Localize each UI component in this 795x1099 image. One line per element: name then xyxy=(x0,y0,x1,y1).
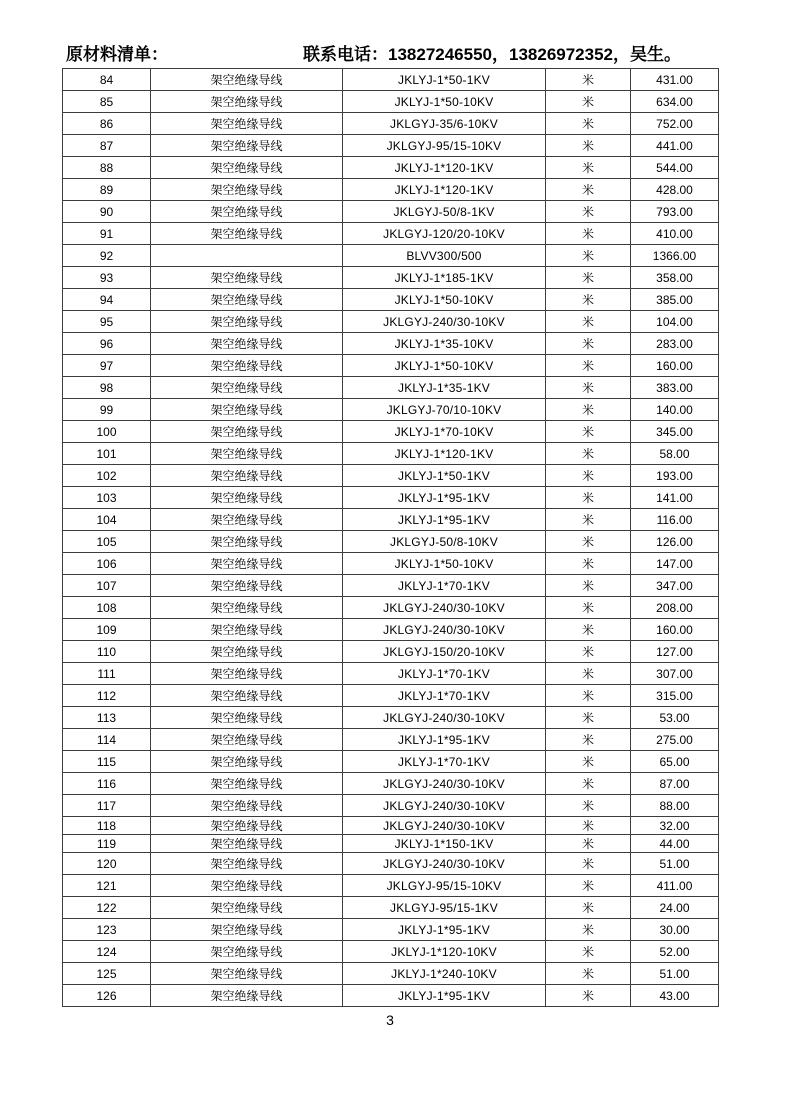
unit-cell: 米 xyxy=(546,685,631,707)
unit-cell: 米 xyxy=(546,333,631,355)
unit-cell: 米 xyxy=(546,245,631,267)
quantity-cell: 160.00 xyxy=(631,619,719,641)
row-number-cell: 114 xyxy=(63,729,151,751)
row-number-cell: 125 xyxy=(63,963,151,985)
material-name-cell: 架空绝缘导线 xyxy=(151,817,343,835)
material-name-cell: 架空绝缘导线 xyxy=(151,355,343,377)
row-number-cell: 100 xyxy=(63,421,151,443)
spec-cell: JKLGYJ-95/15-10KV xyxy=(343,875,546,897)
unit-cell: 米 xyxy=(546,663,631,685)
spec-cell: JKLYJ-1*50-10KV xyxy=(343,289,546,311)
quantity-cell: 87.00 xyxy=(631,773,719,795)
spec-cell: JKLYJ-1*120-1KV xyxy=(343,179,546,201)
spec-cell: JKLGYJ-95/15-10KV xyxy=(343,135,546,157)
spec-cell: JKLGYJ-70/10-10KV xyxy=(343,399,546,421)
quantity-cell: 52.00 xyxy=(631,941,719,963)
unit-cell: 米 xyxy=(546,399,631,421)
material-name-cell: 架空绝缘导线 xyxy=(151,941,343,963)
material-name-cell: 架空绝缘导线 xyxy=(151,223,343,245)
spec-cell: JKLYJ-1*70-1KV xyxy=(343,751,546,773)
table-row xyxy=(63,707,719,729)
row-number-cell: 94 xyxy=(63,289,151,311)
material-name-cell: 架空绝缘导线 xyxy=(151,835,343,853)
table-row xyxy=(63,399,719,421)
table-row xyxy=(63,597,719,619)
spec-cell: JKLGYJ-240/30-10KV xyxy=(343,853,546,875)
unit-cell: 米 xyxy=(546,421,631,443)
table-row xyxy=(63,751,719,773)
table-row xyxy=(63,729,719,751)
table-row xyxy=(63,113,719,135)
material-name-cell: 架空绝缘导线 xyxy=(151,289,343,311)
unit-cell: 米 xyxy=(546,619,631,641)
materials-table-body xyxy=(63,69,719,1007)
row-number-cell: 104 xyxy=(63,509,151,531)
material-name-cell: 架空绝缘导线 xyxy=(151,685,343,707)
row-number-cell: 95 xyxy=(63,311,151,333)
table-row xyxy=(63,985,719,1007)
material-name-cell: 架空绝缘导线 xyxy=(151,135,343,157)
spec-cell: JKLYJ-1*185-1KV xyxy=(343,267,546,289)
spec-cell: JKLYJ-1*70-1KV xyxy=(343,663,546,685)
material-name-cell: 架空绝缘导线 xyxy=(151,795,343,817)
spec-cell: JKLGYJ-240/30-10KV xyxy=(343,795,546,817)
material-name-cell xyxy=(151,245,343,267)
spec-cell: JKLYJ-1*95-1KV xyxy=(343,985,546,1007)
row-number-cell: 110 xyxy=(63,641,151,663)
row-number-cell: 89 xyxy=(63,179,151,201)
spec-cell: JKLGYJ-50/8-1KV xyxy=(343,201,546,223)
quantity-cell: 88.00 xyxy=(631,795,719,817)
unit-cell: 米 xyxy=(546,707,631,729)
row-number-cell: 123 xyxy=(63,919,151,941)
quantity-cell: 104.00 xyxy=(631,311,719,333)
spec-cell: JKLGYJ-35/6-10KV xyxy=(343,113,546,135)
row-number-cell: 103 xyxy=(63,487,151,509)
row-number-cell: 117 xyxy=(63,795,151,817)
quantity-cell: 410.00 xyxy=(631,223,719,245)
table-row xyxy=(63,333,719,355)
quantity-cell: 126.00 xyxy=(631,531,719,553)
spec-cell: JKLYJ-1*95-1KV xyxy=(343,487,546,509)
table-row xyxy=(63,487,719,509)
spec-cell: JKLYJ-1*50-10KV xyxy=(343,553,546,575)
row-number-cell: 84 xyxy=(63,69,151,91)
row-number-cell: 102 xyxy=(63,465,151,487)
spec-cell: JKLYJ-1*50-1KV xyxy=(343,69,546,91)
table-row xyxy=(63,685,719,707)
spec-cell: JKLYJ-1*120-1KV xyxy=(343,157,546,179)
quantity-cell: 358.00 xyxy=(631,267,719,289)
table-row xyxy=(63,465,719,487)
quantity-cell: 385.00 xyxy=(631,289,719,311)
spec-cell: JKLYJ-1*70-1KV xyxy=(343,685,546,707)
quantity-cell: 411.00 xyxy=(631,875,719,897)
row-number-cell: 91 xyxy=(63,223,151,245)
row-number-cell: 86 xyxy=(63,113,151,135)
spec-cell: JKLGYJ-150/20-10KV xyxy=(343,641,546,663)
quantity-cell: 793.00 xyxy=(631,201,719,223)
unit-cell: 米 xyxy=(546,91,631,113)
quantity-cell: 752.00 xyxy=(631,113,719,135)
unit-cell: 米 xyxy=(546,919,631,941)
unit-cell: 米 xyxy=(546,751,631,773)
table-row xyxy=(63,853,719,875)
quantity-cell: 127.00 xyxy=(631,641,719,663)
material-name-cell: 架空绝缘导线 xyxy=(151,443,343,465)
row-number-cell: 105 xyxy=(63,531,151,553)
unit-cell: 米 xyxy=(546,597,631,619)
table-row xyxy=(63,201,719,223)
quantity-cell: 275.00 xyxy=(631,729,719,751)
material-name-cell: 架空绝缘导线 xyxy=(151,963,343,985)
material-name-cell: 架空绝缘导线 xyxy=(151,333,343,355)
spec-cell: JKLGYJ-95/15-1KV xyxy=(343,897,546,919)
material-name-cell: 架空绝缘导线 xyxy=(151,201,343,223)
material-name-cell: 架空绝缘导线 xyxy=(151,751,343,773)
materials-table xyxy=(62,68,719,1007)
unit-cell: 米 xyxy=(546,795,631,817)
material-name-cell: 架空绝缘导线 xyxy=(151,875,343,897)
table-row xyxy=(63,817,719,835)
material-name-cell: 架空绝缘导线 xyxy=(151,487,343,509)
unit-cell: 米 xyxy=(546,985,631,1007)
spec-cell: JKLYJ-1*35-1KV xyxy=(343,377,546,399)
row-number-cell: 90 xyxy=(63,201,151,223)
row-number-cell: 106 xyxy=(63,553,151,575)
material-name-cell: 架空绝缘导线 xyxy=(151,179,343,201)
row-number-cell: 107 xyxy=(63,575,151,597)
row-number-cell: 99 xyxy=(63,399,151,421)
spec-cell: JKLYJ-1*70-1KV xyxy=(343,575,546,597)
spec-cell: JKLYJ-1*50-10KV xyxy=(343,355,546,377)
spec-cell: JKLGYJ-240/30-10KV xyxy=(343,597,546,619)
quantity-cell: 44.00 xyxy=(631,835,719,853)
spec-cell: JKLYJ-1*150-1KV xyxy=(343,835,546,853)
unit-cell: 米 xyxy=(546,377,631,399)
table-row xyxy=(63,377,719,399)
spec-cell: JKLYJ-1*95-1KV xyxy=(343,729,546,751)
material-name-cell: 架空绝缘导线 xyxy=(151,619,343,641)
unit-cell: 米 xyxy=(546,289,631,311)
row-number-cell: 85 xyxy=(63,91,151,113)
unit-cell: 米 xyxy=(546,201,631,223)
material-name-cell: 架空绝缘导线 xyxy=(151,707,343,729)
table-row xyxy=(63,553,719,575)
row-number-cell: 111 xyxy=(63,663,151,685)
document-title: 原材料清单： xyxy=(66,45,168,64)
table-row xyxy=(63,641,719,663)
unit-cell: 米 xyxy=(546,531,631,553)
page-number: 3 xyxy=(386,1012,394,1028)
row-number-cell: 92 xyxy=(63,245,151,267)
material-name-cell: 架空绝缘导线 xyxy=(151,377,343,399)
unit-cell: 米 xyxy=(546,311,631,333)
spec-cell: JKLGYJ-120/20-10KV xyxy=(343,223,546,245)
quantity-cell: 1366.00 xyxy=(631,245,719,267)
quantity-cell: 315.00 xyxy=(631,685,719,707)
quantity-cell: 345.00 xyxy=(631,421,719,443)
unit-cell: 米 xyxy=(546,897,631,919)
quantity-cell: 307.00 xyxy=(631,663,719,685)
page-header xyxy=(0,40,795,66)
material-name-cell: 架空绝缘导线 xyxy=(151,663,343,685)
spec-cell: JKLYJ-1*120-1KV xyxy=(343,443,546,465)
unit-cell: 米 xyxy=(546,443,631,465)
table-row xyxy=(63,443,719,465)
material-name-cell: 架空绝缘导线 xyxy=(151,897,343,919)
unit-cell: 米 xyxy=(546,729,631,751)
table-row xyxy=(63,941,719,963)
row-number-cell: 97 xyxy=(63,355,151,377)
unit-cell: 米 xyxy=(546,835,631,853)
quantity-cell: 53.00 xyxy=(631,707,719,729)
quantity-cell: 431.00 xyxy=(631,69,719,91)
unit-cell: 米 xyxy=(546,641,631,663)
quantity-cell: 43.00 xyxy=(631,985,719,1007)
table-row xyxy=(63,897,719,919)
spec-cell: JKLYJ-1*240-10KV xyxy=(343,963,546,985)
spec-cell: JKLYJ-1*120-10KV xyxy=(343,941,546,963)
row-number-cell: 118 xyxy=(63,817,151,835)
row-number-cell: 96 xyxy=(63,333,151,355)
quantity-cell: 441.00 xyxy=(631,135,719,157)
row-number-cell: 126 xyxy=(63,985,151,1007)
unit-cell: 米 xyxy=(546,465,631,487)
row-number-cell: 88 xyxy=(63,157,151,179)
quantity-cell: 30.00 xyxy=(631,919,719,941)
material-name-cell: 架空绝缘导线 xyxy=(151,773,343,795)
unit-cell: 米 xyxy=(546,553,631,575)
unit-cell: 米 xyxy=(546,773,631,795)
unit-cell: 米 xyxy=(546,575,631,597)
material-name-cell: 架空绝缘导线 xyxy=(151,575,343,597)
unit-cell: 米 xyxy=(546,487,631,509)
row-number-cell: 122 xyxy=(63,897,151,919)
table-row xyxy=(63,355,719,377)
row-number-cell: 101 xyxy=(63,443,151,465)
row-number-cell: 98 xyxy=(63,377,151,399)
row-number-cell: 119 xyxy=(63,835,151,853)
table-row xyxy=(63,575,719,597)
row-number-cell: 113 xyxy=(63,707,151,729)
material-name-cell: 架空绝缘导线 xyxy=(151,531,343,553)
material-name-cell: 架空绝缘导线 xyxy=(151,641,343,663)
quantity-cell: 193.00 xyxy=(631,465,719,487)
row-number-cell: 87 xyxy=(63,135,151,157)
spec-cell: JKLYJ-1*95-1KV xyxy=(343,919,546,941)
spec-cell: JKLGYJ-240/30-10KV xyxy=(343,707,546,729)
contact-phone-text: 联系电话：13827246550，13826972352，吴生。 xyxy=(303,45,682,64)
table-row xyxy=(63,773,719,795)
material-name-cell: 架空绝缘导线 xyxy=(151,919,343,941)
spec-cell: JKLYJ-1*35-10KV xyxy=(343,333,546,355)
material-name-cell: 架空绝缘导线 xyxy=(151,509,343,531)
row-number-cell: 109 xyxy=(63,619,151,641)
row-number-cell: 108 xyxy=(63,597,151,619)
unit-cell: 米 xyxy=(546,113,631,135)
row-number-cell: 124 xyxy=(63,941,151,963)
table-row xyxy=(63,267,719,289)
row-number-cell: 121 xyxy=(63,875,151,897)
table-row xyxy=(63,531,719,553)
row-number-cell: 93 xyxy=(63,267,151,289)
spec-cell: JKLYJ-1*50-10KV xyxy=(343,91,546,113)
table-row xyxy=(63,619,719,641)
material-name-cell: 架空绝缘导线 xyxy=(151,157,343,179)
table-row xyxy=(63,795,719,817)
unit-cell: 米 xyxy=(546,941,631,963)
table-row xyxy=(63,91,719,113)
quantity-cell: 428.00 xyxy=(631,179,719,201)
table-row xyxy=(63,663,719,685)
unit-cell: 米 xyxy=(546,179,631,201)
material-name-cell: 架空绝缘导线 xyxy=(151,853,343,875)
spec-cell: BLVV300/500 xyxy=(343,245,546,267)
material-name-cell: 架空绝缘导线 xyxy=(151,399,343,421)
table-row xyxy=(63,157,719,179)
unit-cell: 米 xyxy=(546,135,631,157)
table-row xyxy=(63,509,719,531)
table-row xyxy=(63,69,719,91)
quantity-cell: 116.00 xyxy=(631,509,719,531)
table-row xyxy=(63,919,719,941)
quantity-cell: 141.00 xyxy=(631,487,719,509)
row-number-cell: 116 xyxy=(63,773,151,795)
table-row xyxy=(63,289,719,311)
table-row xyxy=(63,135,719,157)
row-number-cell: 120 xyxy=(63,853,151,875)
quantity-cell: 51.00 xyxy=(631,963,719,985)
material-name-cell: 架空绝缘导线 xyxy=(151,311,343,333)
spec-cell: JKLYJ-1*50-1KV xyxy=(343,465,546,487)
material-name-cell: 架空绝缘导线 xyxy=(151,91,343,113)
unit-cell: 米 xyxy=(546,69,631,91)
quantity-cell: 140.00 xyxy=(631,399,719,421)
table-row xyxy=(63,223,719,245)
quantity-cell: 147.00 xyxy=(631,553,719,575)
quantity-cell: 51.00 xyxy=(631,853,719,875)
material-name-cell: 架空绝缘导线 xyxy=(151,421,343,443)
unit-cell: 米 xyxy=(546,223,631,245)
unit-cell: 米 xyxy=(546,157,631,179)
table-row xyxy=(63,245,719,267)
quantity-cell: 24.00 xyxy=(631,897,719,919)
material-name-cell: 架空绝缘导线 xyxy=(151,553,343,575)
table-row xyxy=(63,179,719,201)
quantity-cell: 160.00 xyxy=(631,355,719,377)
spec-cell: JKLGYJ-50/8-10KV xyxy=(343,531,546,553)
unit-cell: 米 xyxy=(546,963,631,985)
row-number-cell: 112 xyxy=(63,685,151,707)
quantity-cell: 32.00 xyxy=(631,817,719,835)
quantity-cell: 544.00 xyxy=(631,157,719,179)
row-number-cell: 115 xyxy=(63,751,151,773)
unit-cell: 米 xyxy=(546,267,631,289)
unit-cell: 米 xyxy=(546,853,631,875)
spec-cell: JKLGYJ-240/30-10KV xyxy=(343,619,546,641)
quantity-cell: 383.00 xyxy=(631,377,719,399)
material-name-cell: 架空绝缘导线 xyxy=(151,729,343,751)
spec-cell: JKLGYJ-240/30-10KV xyxy=(343,773,546,795)
table-row xyxy=(63,421,719,443)
unit-cell: 米 xyxy=(546,355,631,377)
quantity-cell: 58.00 xyxy=(631,443,719,465)
material-name-cell: 架空绝缘导线 xyxy=(151,597,343,619)
material-name-cell: 架空绝缘导线 xyxy=(151,267,343,289)
material-name-cell: 架空绝缘导线 xyxy=(151,465,343,487)
unit-cell: 米 xyxy=(546,875,631,897)
spec-cell: JKLYJ-1*95-1KV xyxy=(343,509,546,531)
spec-cell: JKLGYJ-240/30-10KV xyxy=(343,311,546,333)
material-name-cell: 架空绝缘导线 xyxy=(151,69,343,91)
spec-cell: JKLYJ-1*70-10KV xyxy=(343,421,546,443)
quantity-cell: 347.00 xyxy=(631,575,719,597)
table-row xyxy=(63,311,719,333)
quantity-cell: 634.00 xyxy=(631,91,719,113)
quantity-cell: 208.00 xyxy=(631,597,719,619)
table-row xyxy=(63,963,719,985)
material-name-cell: 架空绝缘导线 xyxy=(151,113,343,135)
unit-cell: 米 xyxy=(546,509,631,531)
table-row xyxy=(63,835,719,853)
table-row xyxy=(63,875,719,897)
unit-cell: 米 xyxy=(546,817,631,835)
quantity-cell: 283.00 xyxy=(631,333,719,355)
spec-cell: JKLGYJ-240/30-10KV xyxy=(343,817,546,835)
material-name-cell: 架空绝缘导线 xyxy=(151,985,343,1007)
quantity-cell: 65.00 xyxy=(631,751,719,773)
